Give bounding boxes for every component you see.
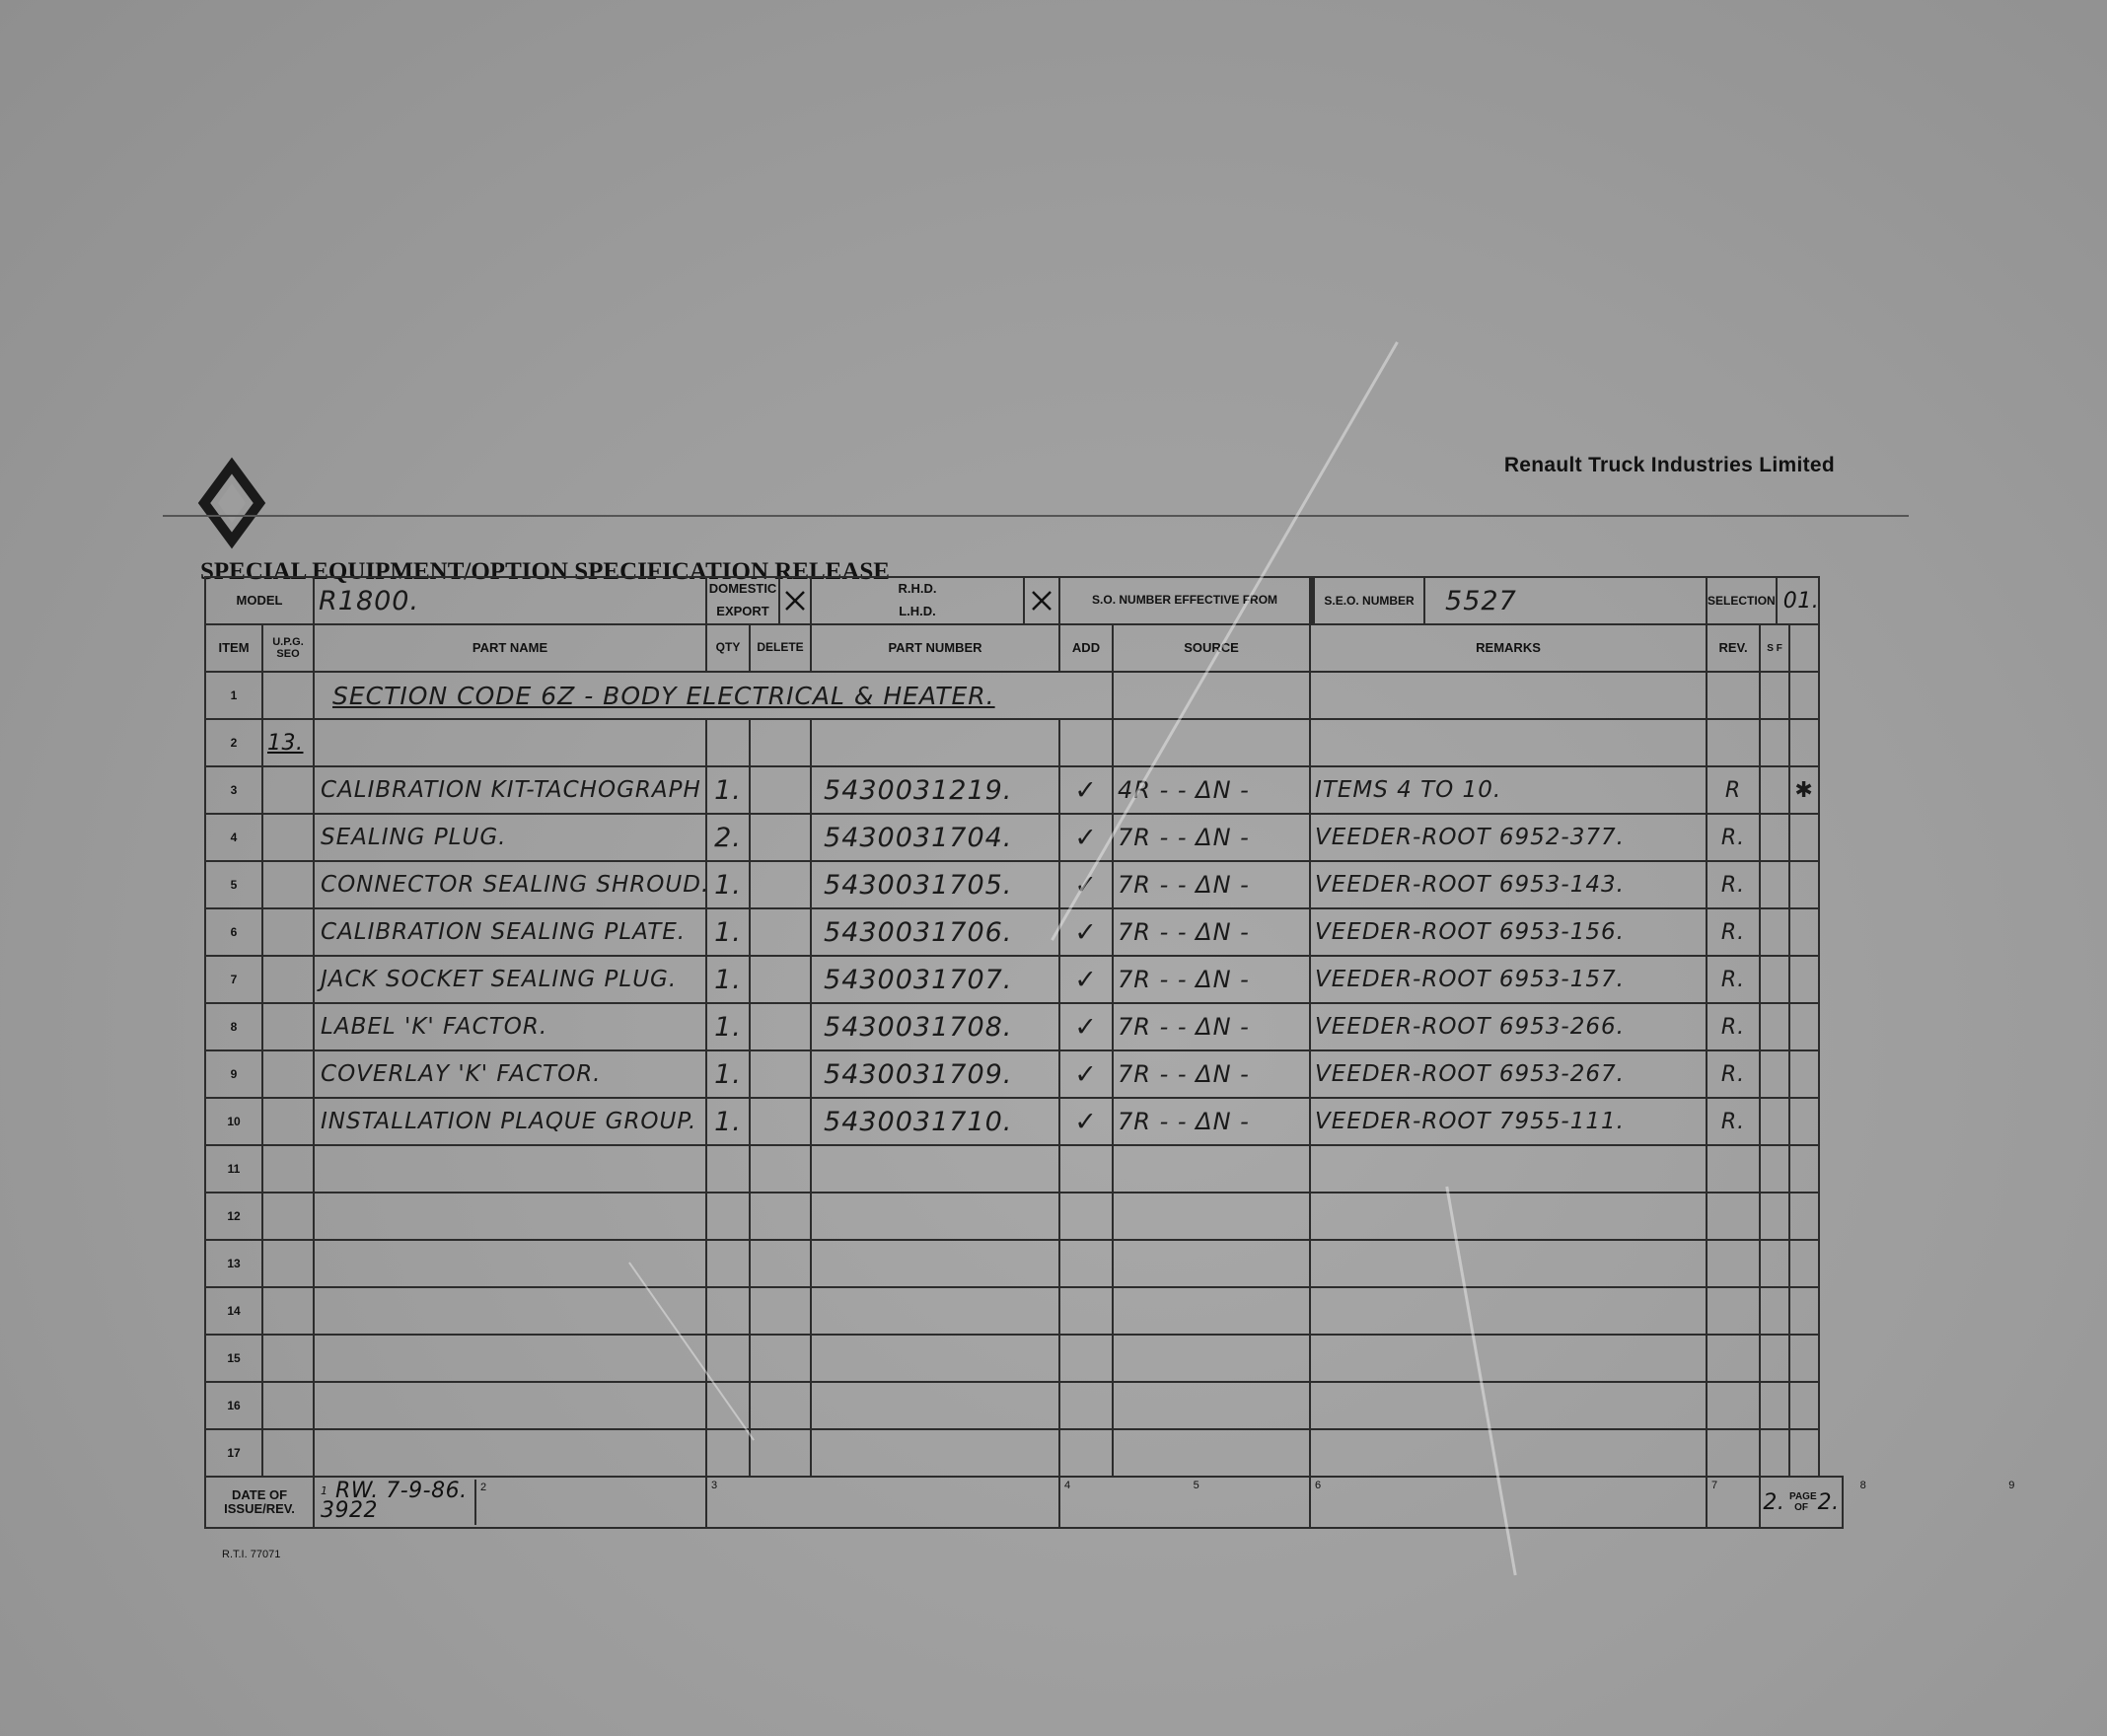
row-rev — [1707, 1287, 1760, 1335]
row-item-number: 9 — [205, 1050, 262, 1098]
row-qty: 1. — [706, 956, 750, 1003]
row-source — [1113, 1287, 1310, 1335]
row-add-check: ✓ — [1059, 766, 1113, 814]
row-add — [1059, 1429, 1113, 1477]
row-source — [1113, 1429, 1310, 1477]
rhd-label: R.H.D. — [898, 581, 937, 597]
col-item: ITEM — [205, 624, 262, 672]
col-upg: U.P.G. SEO — [262, 624, 314, 672]
row-delete — [750, 1050, 811, 1098]
row-remarks — [1310, 719, 1707, 766]
row-qty: 1. — [706, 1050, 750, 1098]
row-upg-cell — [262, 1145, 314, 1193]
row-mark — [1789, 1193, 1819, 1240]
row-rev: R — [1707, 766, 1760, 814]
row-part-name: CALIBRATION KIT-TACHOGRAPH — [314, 766, 706, 814]
release-form — [163, 454, 2015, 1560]
col-add: ADD — [1059, 624, 1113, 672]
row-rev — [1707, 1193, 1760, 1240]
row-qty — [706, 1429, 750, 1477]
row-item-number: 7 — [205, 956, 262, 1003]
row-qty: 1. — [706, 1003, 750, 1050]
row-sf — [1760, 1193, 1789, 1240]
row-upg-cell — [262, 956, 314, 1003]
row-upg-cell — [262, 1335, 314, 1382]
row-item-number: 12 — [205, 1193, 262, 1240]
row-upg-cell — [262, 1003, 314, 1050]
row-mark — [1789, 1050, 1819, 1098]
issue-slot-4-5: $^4$ $^5$ — [1059, 1477, 1310, 1528]
row-upg-cell — [262, 861, 314, 908]
row-add-check: ✓ — [1059, 814, 1113, 861]
row-mark — [1789, 1240, 1819, 1287]
row-delete — [750, 861, 811, 908]
row-qty — [706, 719, 750, 766]
row-mark — [1789, 1145, 1819, 1193]
row-sf — [1760, 1003, 1789, 1050]
row-part-name: COVERLAY 'K' FACTOR. — [314, 1050, 706, 1098]
row-mark: ✱ — [1789, 766, 1819, 814]
x-mark-icon — [1030, 589, 1054, 613]
row-delete — [750, 814, 811, 861]
row-mark — [1789, 1287, 1819, 1335]
row-rev — [1707, 719, 1760, 766]
row-add — [1059, 1193, 1113, 1240]
issue-slot-6: 6 — [1310, 1477, 1707, 1528]
row-upg-cell — [262, 1429, 314, 1477]
row-remarks — [1310, 1429, 1707, 1477]
row-delete — [750, 766, 811, 814]
col-part-number: PART NUMBER — [811, 624, 1059, 672]
row-source: 7R - - ΔN - — [1113, 908, 1310, 956]
row-mark — [1789, 1335, 1819, 1382]
row-upg-cell — [262, 1382, 314, 1429]
row-sf — [1760, 1098, 1789, 1145]
so-number-label: S.O. NUMBER EFFECTIVE FROM — [1059, 577, 1310, 624]
model-label: MODEL — [205, 577, 314, 624]
table-row — [205, 719, 1843, 766]
row-mark — [1789, 1098, 1819, 1145]
row-add — [1059, 1382, 1113, 1429]
seo-number-value: 5527 — [1445, 585, 1517, 616]
row-delete — [750, 1287, 811, 1335]
selection-value: 01. — [1782, 588, 1820, 614]
row-rev — [1707, 1429, 1760, 1477]
table-row — [205, 1240, 1843, 1287]
row-part-name: SEALING PLUG. — [314, 814, 706, 861]
form-title: SPECIAL EQUIPMENT/OPTION SPECIFICATION RELEASE — [200, 558, 890, 585]
row-sf — [1760, 1382, 1789, 1429]
row-add — [1059, 1240, 1113, 1287]
row-part-number: 5430031219. — [811, 766, 1059, 814]
issue-slot-1 — [314, 1477, 706, 1528]
row-part-number — [811, 1335, 1059, 1382]
row-rev: R. — [1707, 908, 1760, 956]
row-part-number — [811, 1287, 1059, 1335]
row-part-number — [811, 1382, 1059, 1429]
selection-label: SELECTION — [1707, 578, 1778, 623]
row-item-number: 5 — [205, 861, 262, 908]
section-title: SECTION CODE 6Z - BODY ELECTRICAL & HEATER. — [314, 672, 1113, 719]
col-qty: QTY — [706, 624, 750, 672]
row-item-number: 11 — [205, 1145, 262, 1193]
row-rev: R. — [1707, 1050, 1760, 1098]
rhd-checkbox[interactable] — [1025, 578, 1058, 623]
row-remarks — [1310, 1145, 1707, 1193]
row-item-number: 17 — [205, 1429, 262, 1477]
row-upg-cell — [262, 1050, 314, 1098]
table-row — [205, 1193, 1843, 1240]
row-mark — [1789, 1382, 1819, 1429]
row-item-number: 10 — [205, 1098, 262, 1145]
row-add — [1059, 719, 1113, 766]
row-qty: 1. — [706, 766, 750, 814]
row-rev: R. — [1707, 1098, 1760, 1145]
company-name: Renault Truck Industries Limited — [1503, 454, 1835, 476]
export-label: EXPORT — [716, 604, 769, 619]
row-remarks — [1310, 1335, 1707, 1382]
issue-slot-7-8-9: $^7$ $^8$ $^9$ — [1707, 1477, 1760, 1528]
row-part-name — [314, 1193, 706, 1240]
row-sf — [1760, 1335, 1789, 1382]
row-sf — [1760, 861, 1789, 908]
table-row — [205, 1003, 1843, 1050]
table-row — [205, 1429, 1843, 1477]
row-mark — [1789, 861, 1819, 908]
row-upg-cell — [262, 1240, 314, 1287]
row-add-check: ✓ — [1059, 908, 1113, 956]
row-source: 7R - - ΔN - — [1113, 814, 1310, 861]
col-rev: REV. — [1707, 624, 1760, 672]
table-row — [205, 908, 1843, 956]
row-sf — [1760, 766, 1789, 814]
row-part-number — [811, 719, 1059, 766]
row-sf — [1760, 719, 1789, 766]
page-number: 2. — [1763, 1489, 1785, 1515]
row-delete — [750, 1240, 811, 1287]
table-row — [205, 861, 1843, 908]
row-remarks: VEEDER-ROOT 6952-377. — [1310, 814, 1707, 861]
header-row — [205, 577, 1843, 624]
row-mark — [1789, 1429, 1819, 1477]
row-empty-cell — [1113, 672, 1310, 719]
table-row — [205, 814, 1843, 861]
row-item-number: 13 — [205, 1240, 262, 1287]
row-rev — [1707, 1335, 1760, 1382]
row-part-name — [314, 1240, 706, 1287]
row-mark — [1789, 814, 1819, 861]
row-part-number — [811, 1145, 1059, 1193]
row-part-number — [811, 1240, 1059, 1287]
row-rev: R. — [1707, 956, 1760, 1003]
row-add — [1059, 1145, 1113, 1193]
row-qty — [706, 1193, 750, 1240]
page-cell — [1760, 1477, 1843, 1528]
row-remarks: VEEDER-ROOT 6953-266. — [1310, 1003, 1707, 1050]
row-part-name — [314, 1382, 706, 1429]
col-remarks: REMARKS — [1310, 624, 1707, 672]
row-part-name: JACK SOCKET SEALING PLUG. — [314, 956, 706, 1003]
row-sf — [1760, 1240, 1789, 1287]
row-item-number: 8 — [205, 1003, 262, 1050]
domestic-export-cell — [706, 577, 811, 624]
row-sf — [1760, 908, 1789, 956]
row-rev: R. — [1707, 861, 1760, 908]
row-source — [1113, 1335, 1310, 1382]
row-qty — [706, 1335, 750, 1382]
row-empty-cell — [1707, 672, 1760, 719]
row-item-number: 2 — [205, 719, 262, 766]
header-rule — [163, 515, 1909, 517]
row-part-name — [314, 1145, 706, 1193]
row-upg-cell — [262, 766, 314, 814]
row-part-number — [811, 1193, 1059, 1240]
row-delete — [750, 1335, 811, 1382]
row-item-number: 15 — [205, 1335, 262, 1382]
seo-cell — [1310, 577, 1707, 624]
row-item-number: 16 — [205, 1382, 262, 1429]
row-part-number: 5430031704. — [811, 814, 1059, 861]
row-item-number: 3 — [205, 766, 262, 814]
row-upg-cell — [262, 1193, 314, 1240]
row-empty-cell — [1310, 672, 1707, 719]
row-delete — [750, 1382, 811, 1429]
row-empty-cell — [1760, 672, 1789, 719]
row-part-number: 5430031706. — [811, 908, 1059, 956]
row-part-name — [314, 1335, 706, 1382]
page-of-label: PAGE OF — [1789, 1491, 1817, 1513]
col-source: SOURCE — [1113, 624, 1310, 672]
table-row — [205, 1382, 1843, 1429]
row-source — [1113, 719, 1310, 766]
row-part-number: 5430031707. — [811, 956, 1059, 1003]
row-rev: R. — [1707, 1003, 1760, 1050]
page-total: 2. — [1817, 1489, 1840, 1515]
col-part-name: PART NAME — [314, 624, 706, 672]
row-add-check: ✓ — [1059, 1050, 1113, 1098]
row-upg-cell — [262, 1098, 314, 1145]
domestic-label: DOMESTIC — [708, 581, 777, 597]
row-add-check: ✓ — [1059, 1003, 1113, 1050]
row-add-check: ✓ — [1059, 956, 1113, 1003]
row-source — [1113, 1240, 1310, 1287]
row-source: 7R - - ΔN - — [1113, 1003, 1310, 1050]
row-delete — [750, 1098, 811, 1145]
col-delete: DELETE — [750, 624, 811, 672]
row-item-number: 4 — [205, 814, 262, 861]
table-row — [205, 1050, 1843, 1098]
row-part-name: CONNECTOR SEALING SHROUD. — [314, 861, 706, 908]
table-row — [205, 766, 1843, 814]
row-part-number — [811, 1429, 1059, 1477]
footer-row — [205, 1477, 1843, 1528]
row-remarks: VEEDER-ROOT 6953-267. — [1310, 1050, 1707, 1098]
row-remarks: VEEDER-ROOT 6953-143. — [1310, 861, 1707, 908]
row-mark — [1789, 1003, 1819, 1050]
row-sf — [1760, 1145, 1789, 1193]
row-delete — [750, 1193, 811, 1240]
row-add-check: ✓ — [1059, 861, 1113, 908]
row-qty: 1. — [706, 908, 750, 956]
row-delete — [750, 1003, 811, 1050]
row-source: 4R - - ΔN - — [1113, 766, 1310, 814]
row-qty: 2. — [706, 814, 750, 861]
selection-cell — [1707, 577, 1819, 624]
row-mark — [1789, 956, 1819, 1003]
row-delete — [750, 1429, 811, 1477]
row-qty: 1. — [706, 1098, 750, 1145]
row-qty — [706, 1145, 750, 1193]
x-mark-icon — [783, 589, 807, 613]
issue-1-value: $^1$ RW. 7-9-86. 3922 — [315, 1480, 476, 1525]
row-source: 7R - - ΔN - — [1113, 956, 1310, 1003]
table-row — [205, 956, 1843, 1003]
row-add — [1059, 1287, 1113, 1335]
row-rev — [1707, 1145, 1760, 1193]
row-empty-cell — [1789, 672, 1819, 719]
row-add-check: ✓ — [1059, 1098, 1113, 1145]
col-sf: S F — [1760, 624, 1789, 672]
row-item-number: 14 — [205, 1287, 262, 1335]
row-remarks — [1310, 1382, 1707, 1429]
row-delete — [750, 908, 811, 956]
table-row — [205, 1335, 1843, 1382]
row-upg-cell — [262, 672, 314, 719]
row-part-name — [314, 719, 706, 766]
row-item-number: 6 — [205, 908, 262, 956]
lhd-label: L.H.D. — [899, 604, 936, 619]
row-part-number: 5430031709. — [811, 1050, 1059, 1098]
row-source: 7R - - ΔN - — [1113, 1050, 1310, 1098]
row-upg-cell: 13. — [262, 719, 314, 766]
row-remarks — [1310, 1287, 1707, 1335]
row-part-name — [314, 1287, 706, 1335]
row-item-number: 1 — [205, 672, 262, 719]
row-qty — [706, 1240, 750, 1287]
row-sf — [1760, 1429, 1789, 1477]
row-part-number: 5430031710. — [811, 1098, 1059, 1145]
row-qty: 1. — [706, 861, 750, 908]
issue-slot-2: 2 — [480, 1482, 487, 1493]
row-sf — [1760, 1287, 1789, 1335]
table-row — [205, 1287, 1843, 1335]
row-part-name: INSTALLATION PLAQUE GROUP. — [314, 1098, 706, 1145]
row-rev — [1707, 1240, 1760, 1287]
row-remarks — [1310, 1193, 1707, 1240]
row-source: 7R - - ΔN - — [1113, 861, 1310, 908]
row-part-name — [314, 1429, 706, 1477]
row-source — [1113, 1382, 1310, 1429]
table-row — [205, 672, 1843, 719]
form-code: R.T.I. 77071 — [222, 1549, 281, 1560]
row-remarks: VEEDER-ROOT 6953-157. — [1310, 956, 1707, 1003]
row-sf — [1760, 814, 1789, 861]
row-remarks: ITEMS 4 TO 10. — [1310, 766, 1707, 814]
row-mark — [1789, 908, 1819, 956]
row-remarks: VEEDER-ROOT 6953-156. — [1310, 908, 1707, 956]
row-rev — [1707, 1382, 1760, 1429]
row-upg-cell — [262, 908, 314, 956]
row-qty — [706, 1287, 750, 1335]
seo-number-label: S.E.O. NUMBER — [1311, 578, 1425, 623]
issue-slot-3: 3 — [706, 1477, 1059, 1528]
row-part-number: 5430031708. — [811, 1003, 1059, 1050]
row-add — [1059, 1335, 1113, 1382]
row-part-name: CALIBRATION SEALING PLATE. — [314, 908, 706, 956]
row-source — [1113, 1145, 1310, 1193]
row-sf — [1760, 1050, 1789, 1098]
row-upg-cell — [262, 1287, 314, 1335]
col-blank — [1789, 624, 1819, 672]
table-row — [205, 1145, 1843, 1193]
rhd-lhd-cell — [811, 577, 1059, 624]
model-value: R1800. — [314, 577, 706, 624]
row-sf — [1760, 956, 1789, 1003]
row-delete — [750, 956, 811, 1003]
row-remarks — [1310, 1240, 1707, 1287]
row-upg-cell — [262, 814, 314, 861]
row-remarks: VEEDER-ROOT 7955-111. — [1310, 1098, 1707, 1145]
row-mark — [1789, 719, 1819, 766]
row-part-name: LABEL 'K' FACTOR. — [314, 1003, 706, 1050]
row-source: 7R - - ΔN - — [1113, 1098, 1310, 1145]
domestic-checkbox[interactable] — [780, 578, 810, 623]
date-of-issue-label: DATE OF ISSUE/REV. — [205, 1477, 314, 1528]
column-header-row — [205, 624, 1843, 672]
row-delete — [750, 1145, 811, 1193]
row-rev: R. — [1707, 814, 1760, 861]
row-part-number: 5430031705. — [811, 861, 1059, 908]
row-source — [1113, 1193, 1310, 1240]
parts-table — [204, 576, 2015, 1529]
renault-logo-icon — [202, 464, 261, 542]
table-row — [205, 1098, 1843, 1145]
row-delete — [750, 719, 811, 766]
